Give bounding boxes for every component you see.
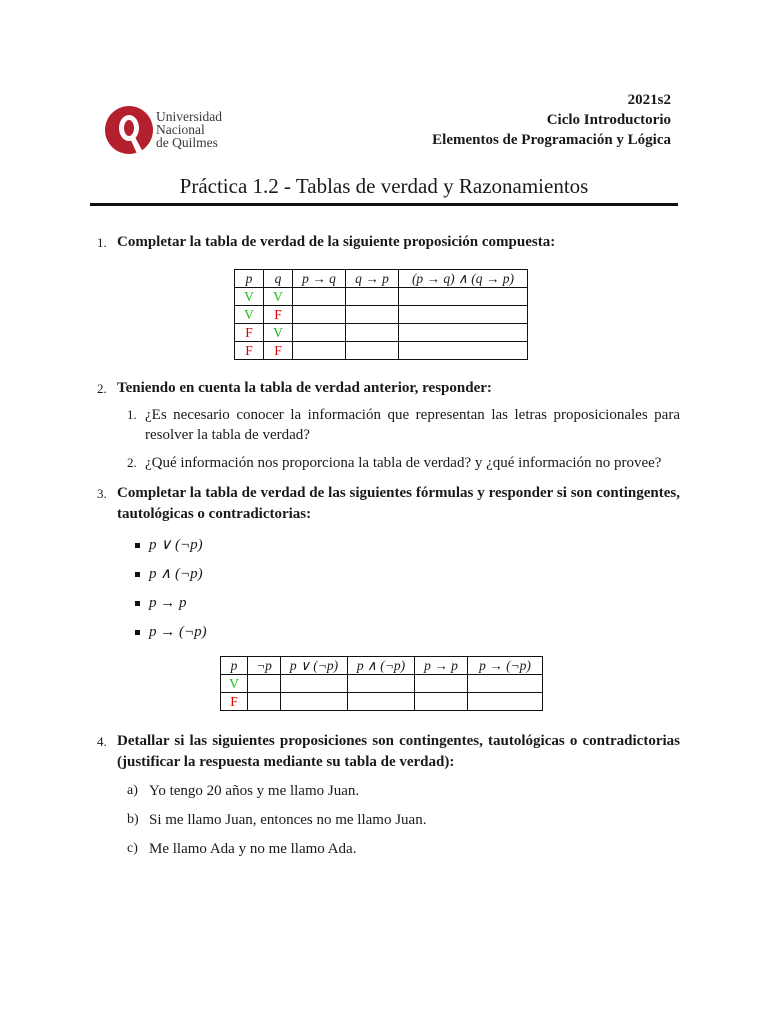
question-text: Teniendo en cuenta la tabla de verdad anterior, responder:	[117, 380, 492, 396]
empty-cell[interactable]	[293, 324, 346, 342]
empty-cell[interactable]	[399, 342, 528, 360]
question-number: 4.	[97, 734, 107, 749]
question-text: Detallar si las siguientes proposiciones son contingentes, tautológicas o contradictorias (justificar la respuesta mediante su tabla de verdad):	[117, 733, 680, 770]
empty-cell[interactable]	[399, 324, 528, 342]
sub-question-text: ¿Es necesario conocer la información que representan las letras proposicionales para resolver la tabla de verdad?	[145, 407, 680, 443]
table-cell: F	[235, 342, 264, 360]
table-cell: F	[264, 306, 293, 324]
sub-question	[97, 453, 680, 473]
subject-label: Elementos de Programación y Lógica	[432, 132, 671, 148]
table-header: p ∨ (¬p)	[281, 657, 348, 675]
empty-cell[interactable]	[293, 306, 346, 324]
table-cell: F	[235, 324, 264, 342]
table-row	[221, 693, 543, 711]
formula-item	[97, 535, 680, 555]
empty-cell[interactable]	[468, 693, 543, 711]
formula-item	[97, 622, 680, 642]
empty-cell[interactable]	[399, 288, 528, 306]
sub-question	[97, 405, 680, 445]
empty-cell[interactable]	[346, 288, 399, 306]
empty-cell[interactable]	[346, 306, 399, 324]
empty-cell[interactable]	[248, 693, 281, 711]
table-row	[235, 288, 528, 306]
table-cell: F	[221, 693, 248, 711]
unq-emblem-icon	[104, 100, 154, 160]
exercise-list	[97, 232, 680, 859]
empty-cell[interactable]	[346, 342, 399, 360]
item-label: c)	[127, 841, 138, 856]
question-4	[97, 731, 680, 773]
table-cell: V	[264, 288, 293, 306]
table-cell: F	[264, 342, 293, 360]
table-row	[235, 342, 528, 360]
formula-text: p ∨ (¬p)	[149, 537, 203, 553]
formula-text: p → (¬p)	[149, 624, 207, 640]
course-header	[432, 90, 671, 150]
question-number: 1.	[97, 235, 107, 250]
empty-cell[interactable]	[399, 306, 528, 324]
table-header: ¬p	[248, 657, 281, 675]
item-label: b)	[127, 812, 139, 827]
logo-text: Universidad Nacional de Quilmes	[156, 109, 222, 150]
bullet-icon	[135, 630, 140, 635]
table-header: p	[235, 270, 264, 288]
empty-cell[interactable]	[248, 675, 281, 693]
table-header: p → p	[415, 657, 468, 675]
empty-cell[interactable]	[415, 675, 468, 693]
table-header: (p → q) ∧ (q → p)	[399, 270, 528, 288]
sub-question-number: 2.	[127, 455, 137, 470]
proposition-item	[97, 839, 680, 859]
item-text: Me llamo Ada y no me llamo Ada.	[149, 841, 357, 857]
sub-question-text: ¿Qué información nos proporciona la tabla de verdad? y ¿qué información no provee?	[145, 455, 662, 471]
proposition-item	[97, 781, 680, 801]
table-header: p ∧ (¬p)	[348, 657, 415, 675]
item-label: a)	[127, 783, 138, 798]
formula-item	[97, 564, 680, 584]
table-header: p → q	[293, 270, 346, 288]
empty-cell[interactable]	[468, 675, 543, 693]
empty-cell[interactable]	[293, 342, 346, 360]
question-text: Completar la tabla de verdad de la siguiente proposición compuesta:	[117, 234, 556, 250]
formula-text: p ∧ (¬p)	[149, 566, 203, 582]
table-header: p	[221, 657, 248, 675]
page-title: Práctica 1.2 - Tablas de verdad y Razonamientos	[179, 174, 589, 198]
empty-cell[interactable]	[293, 288, 346, 306]
university-logo	[104, 100, 244, 160]
question-3	[97, 483, 680, 525]
table-cell: V	[221, 675, 248, 693]
table-header: q	[264, 270, 293, 288]
proposition-item	[97, 810, 680, 830]
table-header: q → p	[346, 270, 399, 288]
question-2	[97, 378, 680, 399]
truth-table-3	[220, 656, 543, 711]
truth-table-1	[234, 269, 528, 360]
bullet-icon	[135, 601, 140, 606]
table-row	[235, 306, 528, 324]
question-number: 2.	[97, 381, 107, 396]
cycle-label: Ciclo Introductorio	[546, 112, 671, 128]
table-header: p → (¬p)	[468, 657, 543, 675]
empty-cell[interactable]	[281, 693, 348, 711]
question-1	[97, 232, 680, 253]
formula-item	[97, 593, 680, 613]
bullet-icon	[135, 572, 140, 577]
empty-cell[interactable]	[348, 693, 415, 711]
table-cell: V	[235, 288, 264, 306]
question-number: 3.	[97, 486, 107, 501]
empty-cell[interactable]	[346, 324, 399, 342]
title-divider	[90, 203, 678, 206]
table-cell: V	[264, 324, 293, 342]
sub-question-number: 1.	[127, 407, 137, 422]
item-text: Yo tengo 20 años y me llamo Juan.	[149, 783, 360, 799]
bullet-icon	[135, 543, 140, 548]
table-row	[221, 675, 543, 693]
formula-text: p → p	[149, 595, 187, 611]
table-row	[235, 324, 528, 342]
item-text: Si me llamo Juan, entonces no me llamo Juan.	[149, 812, 427, 828]
empty-cell[interactable]	[281, 675, 348, 693]
empty-cell[interactable]	[348, 675, 415, 693]
semester-label: 2021s2	[627, 92, 671, 108]
question-text: Completar la tabla de verdad de las siguientes fórmulas y responder si son contingentes, tautológicas o contradictorias:	[117, 485, 680, 522]
empty-cell[interactable]	[415, 693, 468, 711]
table-cell: V	[235, 306, 264, 324]
